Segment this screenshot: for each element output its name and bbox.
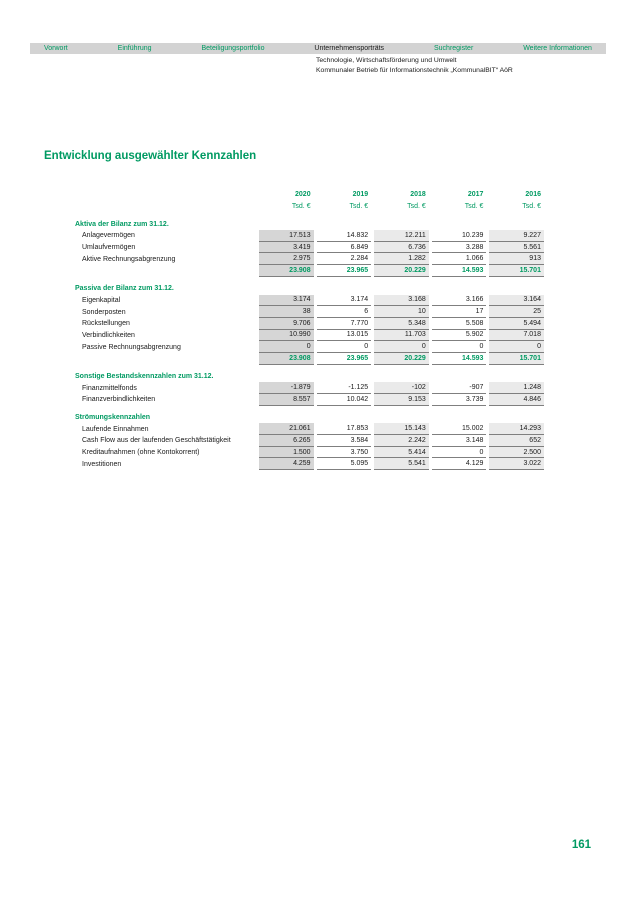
cell-value: 1.282 <box>374 253 429 265</box>
section-header: Passiva der Bilanz zum 31.12. <box>75 285 174 293</box>
cell-value: 3.174 <box>317 295 372 307</box>
cell-value: 0 <box>432 341 487 353</box>
section-header-row <box>75 371 544 383</box>
cell-value: 2.500 <box>489 447 544 459</box>
cell-value: 0 <box>259 341 314 353</box>
cell-value: 15.002 <box>432 423 487 435</box>
total-value: 23.965 <box>317 265 372 277</box>
cell-value: 0 <box>432 447 487 459</box>
header-spacer <box>75 189 256 201</box>
year-header: 2016 <box>525 191 541 199</box>
nav-item-vorwort[interactable]: Vorwort <box>44 45 68 52</box>
row-label: Verbindlichkeiten <box>82 331 135 339</box>
year-header: 2018 <box>410 191 426 199</box>
cell-value: 3.288 <box>432 242 487 254</box>
unit-label: Tsd. € <box>407 203 426 211</box>
breadcrumb-line-1: Technologie, Wirtschaftsförderung und Umwelt <box>316 57 457 64</box>
total-value: 23.965 <box>317 353 372 365</box>
cell-value: 5.541 <box>374 458 429 470</box>
cell-value: 913 <box>489 253 544 265</box>
cell-value: 0 <box>489 341 544 353</box>
total-value: 23.908 <box>259 265 314 277</box>
cell-value: 9.153 <box>374 394 429 406</box>
cell-value: 2.242 <box>374 435 429 447</box>
cell-value: 5.561 <box>489 242 544 254</box>
year-header: 2017 <box>467 191 484 199</box>
cell-value: 3.022 <box>489 458 544 470</box>
page-title: Entwicklung ausgewählter Kennzahlen <box>44 150 257 162</box>
cell-value: 6.736 <box>374 242 429 254</box>
nav-item-suchregister[interactable]: Suchregister <box>433 45 474 52</box>
cell-value: 1.248 <box>489 382 544 394</box>
cell-value: 25 <box>489 306 544 318</box>
cell-value: 7.018 <box>489 330 544 342</box>
cell-value: 652 <box>489 435 544 447</box>
cell-value: 17 <box>432 306 487 318</box>
cell-value: 12.211 <box>374 230 429 242</box>
cell-value: 0 <box>374 341 429 353</box>
cell-value: 21.061 <box>259 423 314 435</box>
year-header: 2020 <box>295 191 311 199</box>
nav-item-unternehmensportraets[interactable]: Unternehmensporträts <box>314 45 385 52</box>
cell-value: 3.168 <box>374 295 429 307</box>
table-row <box>75 318 544 330</box>
nav-item-beteiligungsportfolio[interactable]: Beteiligungsportfolio <box>201 45 265 52</box>
cell-value: 4.259 <box>259 458 314 470</box>
row-label: Finanzverbindlichkeiten <box>82 396 156 404</box>
cell-value: 0 <box>317 341 372 353</box>
total-value: 23.908 <box>259 353 314 365</box>
cell-value: 5.414 <box>374 447 429 459</box>
row-label: Anlagevermögen <box>82 232 135 240</box>
unit-label: Tsd. € <box>522 203 541 211</box>
breadcrumb <box>316 56 513 76</box>
table-row <box>75 306 544 318</box>
cell-value: 3.419 <box>259 242 314 254</box>
total-value: 15.701 <box>489 353 544 365</box>
top-nav <box>30 43 606 54</box>
cell-value: 5.095 <box>317 458 372 470</box>
table-row <box>75 447 544 459</box>
cell-value: 5.348 <box>374 318 429 330</box>
cell-value: 3.148 <box>432 435 487 447</box>
cell-value: 6.265 <box>259 435 314 447</box>
cell-value: 6 <box>317 306 372 318</box>
cell-value: 2.975 <box>259 253 314 265</box>
total-value: 14.593 <box>432 353 487 365</box>
cell-value: 13.015 <box>317 330 372 342</box>
year-header: 2019 <box>352 191 369 199</box>
cell-value: 4.846 <box>489 394 544 406</box>
cell-value: 3.750 <box>317 447 372 459</box>
section-header-row <box>75 412 544 424</box>
row-label: Investitionen <box>82 460 122 468</box>
kennzahlen-table <box>75 189 544 470</box>
table-row <box>75 230 544 242</box>
cell-value: -102 <box>374 382 429 394</box>
row-label: Umlaufvermögen <box>82 244 136 252</box>
total-spacer <box>75 353 256 365</box>
row-label: Sonderposten <box>82 308 126 316</box>
cell-value: 17.853 <box>317 423 372 435</box>
cell-value: 5.508 <box>432 318 487 330</box>
table-unit-row <box>75 201 544 213</box>
section-header-row <box>75 218 544 230</box>
cell-value: 10.239 <box>432 230 487 242</box>
table-row <box>75 394 544 406</box>
cell-value: -1.879 <box>259 382 314 394</box>
cell-value: 1.500 <box>259 447 314 459</box>
section-header: Sonstige Bestandskennzahlen zum 31.12. <box>75 372 214 380</box>
row-label: Finanzmittelfonds <box>82 384 137 392</box>
table-row <box>75 423 544 435</box>
table-total-row <box>75 265 544 277</box>
table-row <box>75 242 544 254</box>
cell-value: 8.557 <box>259 394 314 406</box>
cell-value: 9.706 <box>259 318 314 330</box>
unit-spacer <box>75 201 256 213</box>
cell-value: 4.129 <box>432 458 487 470</box>
table-total-row <box>75 353 544 365</box>
total-value: 15.701 <box>489 265 544 277</box>
cell-value: 5.494 <box>489 318 544 330</box>
table-row <box>75 253 544 265</box>
row-label: Cash Flow aus der laufenden Geschäftstätigkeit <box>82 437 231 445</box>
cell-value: -907 <box>432 382 487 394</box>
table-row <box>75 458 544 470</box>
cell-value: 17.513 <box>259 230 314 242</box>
cell-value: 10.042 <box>317 394 372 406</box>
total-value: 20.229 <box>374 353 429 365</box>
cell-value: 3.166 <box>432 295 487 307</box>
breadcrumb-line-2: Kommunaler Betrieb für Informationstechnik „KommunalBIT“ AöR <box>316 67 513 74</box>
cell-value: 9.227 <box>489 230 544 242</box>
cell-value: 3.584 <box>317 435 372 447</box>
cell-value: 10.990 <box>259 330 314 342</box>
row-label: Passive Rechnungsabgrenzung <box>82 343 181 351</box>
cell-value: 1.066 <box>432 253 487 265</box>
unit-label: Tsd. € <box>291 203 311 211</box>
cell-value: 11.703 <box>374 330 429 342</box>
table-row <box>75 330 544 342</box>
cell-value: 14.832 <box>317 230 372 242</box>
section-header: Strömungskennzahlen <box>75 414 151 422</box>
page-number: 161 <box>571 839 591 851</box>
row-label: Laufende Einnahmen <box>82 425 149 433</box>
table-row <box>75 382 544 394</box>
nav-item-weitere-informationen[interactable]: Weitere Informationen <box>523 45 592 52</box>
total-spacer <box>75 265 256 277</box>
total-value: 14.593 <box>432 265 487 277</box>
cell-value: 10 <box>374 306 429 318</box>
cell-value: 3.174 <box>259 295 314 307</box>
row-label: Kreditaufnahmen (ohne Kontokorrent) <box>82 449 200 457</box>
cell-value: -1.125 <box>317 382 372 394</box>
cell-value: 38 <box>259 306 314 318</box>
cell-value: 3.739 <box>432 394 487 406</box>
cell-value: 2.284 <box>317 253 372 265</box>
cell-value: 3.164 <box>489 295 544 307</box>
row-label: Eigenkapital <box>82 296 121 304</box>
cell-value: 15.143 <box>374 423 429 435</box>
table-row <box>75 341 544 353</box>
table-row <box>75 435 544 447</box>
table-header-row <box>75 189 544 201</box>
total-value: 20.229 <box>374 265 429 277</box>
table-row <box>75 295 544 307</box>
cell-value: 5.902 <box>432 330 487 342</box>
unit-label: Tsd. € <box>349 203 369 211</box>
section-header: Aktiva der Bilanz zum 31.12. <box>75 220 169 228</box>
cell-value: 6.849 <box>317 242 372 254</box>
nav-item-einfuehrung[interactable]: Einführung <box>117 45 152 52</box>
row-label: Aktive Rechnungsabgrenzung <box>82 255 176 263</box>
row-label: Rückstellungen <box>82 320 130 328</box>
cell-value: 14.293 <box>489 423 544 435</box>
cell-value: 7.770 <box>317 318 372 330</box>
section-header-row <box>75 283 544 295</box>
unit-label: Tsd. € <box>464 203 484 211</box>
